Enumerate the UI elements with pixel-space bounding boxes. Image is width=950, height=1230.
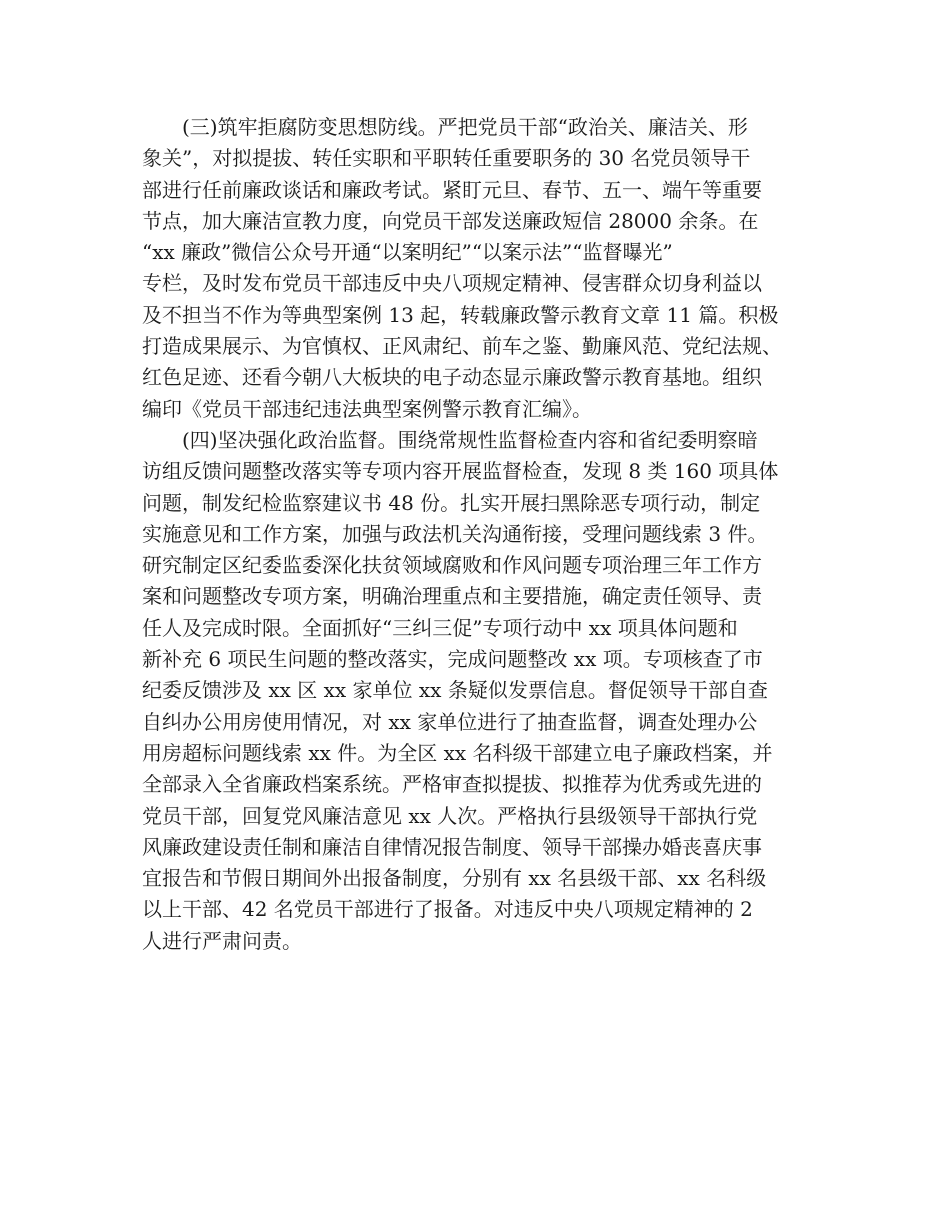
paragraph-section-4 xyxy=(142,425,832,957)
text-line: 以上干部、42 名党员干部进行了报备。对违反中央八项规定精神的 2 xyxy=(142,897,753,922)
text-line: 研究制定区纪委监委深化扶贫领域腐败和作风问题专项治理三年工作方 xyxy=(142,553,762,578)
text-line: 自纠办公用房使用情况，对 xx 家单位进行了抽查监督，调查处理办公 xyxy=(142,709,758,734)
text-line: 及不担当不作为等典型案例 13 起，转载廉政警示教育文章 11 篇。积极 xyxy=(142,302,779,327)
text-line: (四)坚决强化政治监督。围绕常规性监督检查内容和省纪委明察暗 xyxy=(182,427,758,452)
text-line: 红色足迹、还看今朝八大板块的电子动态显示廉政警示教育基地。组织 xyxy=(142,365,762,390)
text-line: 象关”，对拟提拔、转任实职和平职转任重要职务的 30 名党员领导干 xyxy=(142,146,751,171)
text-line: 党员干部，回复党风廉洁意见 xx 人次。严格执行县级领导干部执行党 xyxy=(142,803,758,828)
text-line: (三)筑牢拒腐防变思想防线。严把党员干部“政治关、廉洁关、形 xyxy=(182,115,748,139)
text-line: 实施意见和工作方案，加强与政法机关沟通衔接，受理问题线索 3 件。 xyxy=(142,521,768,546)
text-line: 问题，制发纪检监察建议书 48 份。扎实开展扫黑除恶专项行动，制定 xyxy=(142,490,761,515)
text-line: 专栏，及时发布党员干部违反中央八项规定精神、侵害群众切身利益以 xyxy=(142,271,762,296)
paragraph-section-3 xyxy=(142,112,832,425)
text-line: 风廉政建设责任制和廉洁自律情况报告制度、领导干部操办婚丧喜庆事 xyxy=(142,834,762,859)
text-line: 全部录入全省廉政档案系统。严格审查拟提拔、拟推荐为优秀或先进的 xyxy=(142,772,762,797)
text-line: 案和问题整改专项方案，明确治理重点和主要措施，确定责任领导、责 xyxy=(142,584,762,609)
text-line: 宜报告和节假日期间外出报备制度，分别有 xx 名县级干部、xx 名科级 xyxy=(142,866,767,891)
text-line: 编印《党员干部违纪违法典型案例警示教育汇编》。 xyxy=(142,396,592,421)
text-line: 用房超标问题线索 xx 件。为全区 xx 名科级干部建立电子廉政档案，并 xyxy=(142,740,773,765)
text-line: 新补充 6 项民生问题的整改落实，完成问题整改 xx 项。专项核查了市 xyxy=(142,647,763,672)
text-line: 部进行任前廉政谈话和廉政考试。紧盯元旦、春节、五一、端午等重要 xyxy=(142,177,762,202)
text-line: 任人及完成时限。全面抓好“三纠三促”专项行动中 xx 项具体问题和 xyxy=(142,615,738,640)
text-line: 访组反馈问题整改落实等专项内容开展监督检查，发现 8 类 160 项具体 xyxy=(142,459,779,484)
text-line: 人进行严肃问责。 xyxy=(142,928,302,953)
text-line: “xx 廉政”微信公众号开通“以案明纪”“以案示法”“监督曝光” xyxy=(142,240,673,265)
text-line: 纪委反馈涉及 xx 区 xx 家单位 xx 条疑似发票信息。督促领导干部自查 xyxy=(142,678,768,703)
document-body xyxy=(142,112,832,957)
text-line: 节点，加大廉洁宣教力度，向党员干部发送廉政短信 28000 余条。在 xyxy=(142,208,759,233)
text-line: 打造成果展示、为官慎权、正风肃纪、前车之鉴、勤廉风范、党纪法规、 xyxy=(142,334,782,359)
